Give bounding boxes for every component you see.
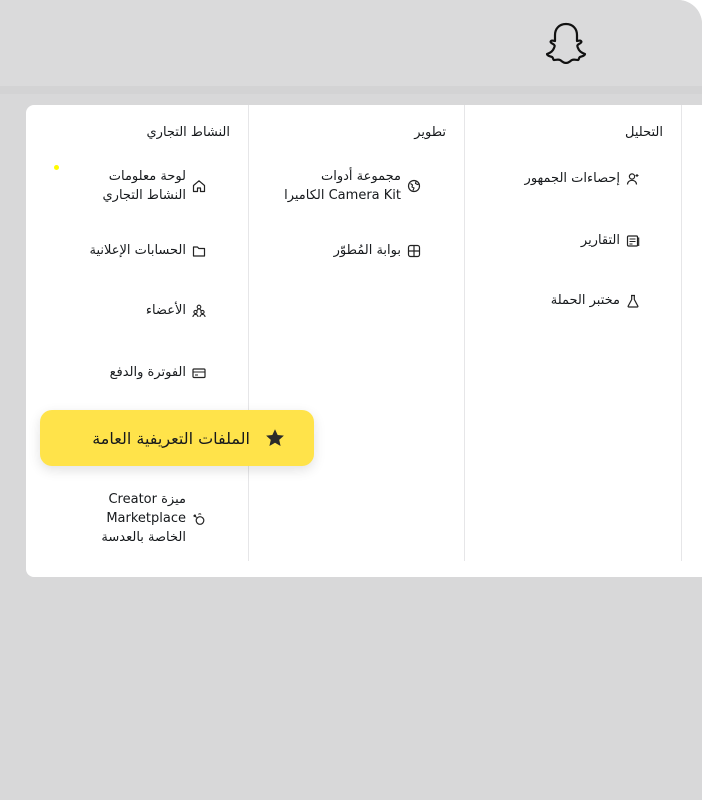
public-profiles-button[interactable] bbox=[40, 410, 314, 466]
column-divider bbox=[681, 105, 682, 561]
menu-item-camera-kit[interactable] bbox=[241, 167, 421, 205]
globe-icon bbox=[407, 179, 421, 193]
user-plus-icon bbox=[626, 172, 640, 186]
flask-icon bbox=[626, 294, 640, 308]
folder-icon bbox=[192, 244, 206, 258]
menu-item-label: لوحة معلومات النشاط التجاري bbox=[102, 169, 186, 203]
menu-item-reports[interactable] bbox=[460, 231, 640, 250]
report-icon bbox=[626, 234, 640, 248]
snapchat-ghost-icon[interactable] bbox=[544, 20, 588, 64]
menu-item-label: ميزة Creator Marketplace الخاصة بالعدسة bbox=[101, 492, 186, 545]
credit-card-icon bbox=[192, 366, 206, 380]
home-icon bbox=[192, 179, 206, 193]
column-title-business: النشاط التجاري bbox=[146, 125, 230, 140]
menu-item-label: الفوترة والدفع bbox=[109, 365, 186, 380]
menu-item-creator-marketplace[interactable] bbox=[26, 490, 206, 547]
menu-item-ad-accounts[interactable] bbox=[26, 241, 206, 260]
menu-item-business-dashboard[interactable] bbox=[26, 167, 206, 205]
notification-dot bbox=[54, 165, 59, 170]
menu-item-label: الأعضاء bbox=[145, 303, 186, 318]
menu-item-label: التقارير bbox=[580, 233, 620, 248]
grid-icon bbox=[407, 244, 421, 258]
top-bar-shadow bbox=[0, 86, 702, 94]
column-title-analytics: التحليل bbox=[625, 125, 663, 140]
column-title-development: تطوير bbox=[414, 125, 446, 140]
menu-item-label: بوابة المُطوّر bbox=[333, 243, 401, 258]
menu-item-members[interactable] bbox=[26, 301, 206, 320]
menu-item-billing[interactable] bbox=[26, 363, 206, 382]
menu-item-developer-portal[interactable] bbox=[241, 241, 421, 260]
lens-icon bbox=[192, 512, 206, 526]
top-bar bbox=[0, 0, 702, 86]
public-profiles-label: الملفات التعريفية العامة bbox=[92, 428, 250, 448]
members-icon bbox=[192, 304, 206, 318]
menu-item-label: إحصاءات الجمهور bbox=[524, 171, 620, 186]
menu-item-campaign-lab[interactable] bbox=[460, 291, 640, 310]
menu-item-label: مختبر الحملة bbox=[550, 293, 620, 308]
menu-item-label: مجموعة أدوات Camera Kit الكاميرا bbox=[284, 169, 401, 203]
star-icon bbox=[264, 427, 286, 449]
menu-item-label: الحسابات الإعلانية bbox=[89, 243, 186, 258]
menu-item-audience-insights[interactable] bbox=[460, 169, 640, 188]
dropdown-menu bbox=[26, 105, 702, 577]
